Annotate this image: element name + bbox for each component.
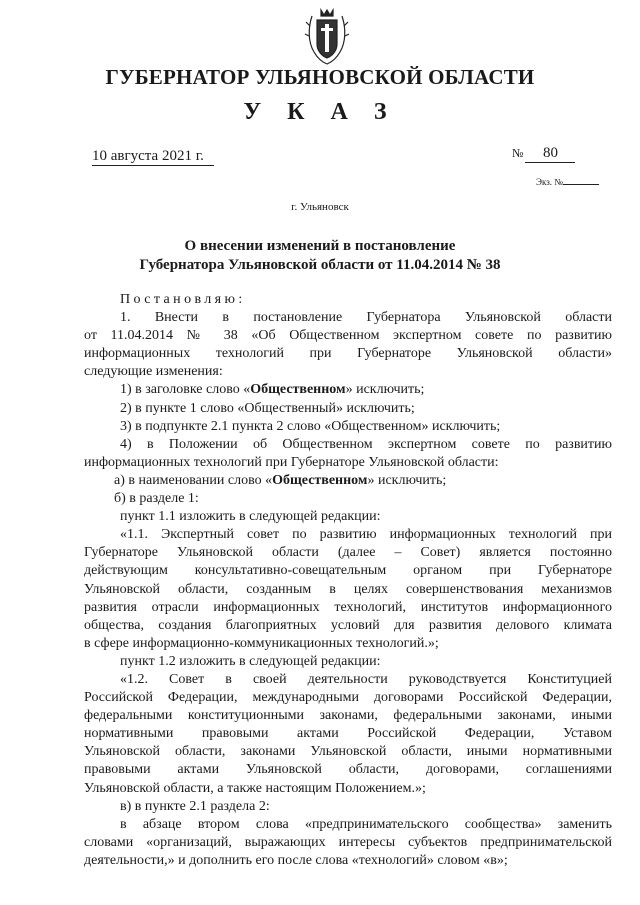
subject-line-2: Губернатора Ульяновской области от 11.04.2014 № 38: [139, 257, 501, 273]
text-line: 1. Внести в постановление Губернатора Ульяновской области: [120, 310, 612, 326]
text-segment: а) в наименовании слово «: [114, 472, 273, 488]
text-line: 3) в подпункте 2.1 пункта 2 слово «Общественном» исключить;: [120, 418, 501, 434]
text-segment: » исключить;: [345, 382, 425, 398]
subject-line-1: О внесении изменений в постановление: [184, 238, 456, 254]
text-line: Российской Федерации, международными договорами Российской Федерации,: [84, 690, 612, 706]
text-line: Ульяновской области, а также настоящим Положением.»;: [84, 780, 426, 796]
text-line: Ульяновской области, законами Ульяновской области, иными нормативными: [84, 744, 612, 760]
text-line: федеральными конституционными законами, федеральными законами, иными: [84, 708, 612, 724]
text-line: в сфере информационно-коммуникационных технологий.»;: [84, 635, 439, 651]
bold-word: Общественном: [250, 382, 346, 398]
text-line: пункт 1.2 изложить в следующей редакции:: [120, 653, 381, 669]
text-line: от 11.04.2014 № 38 «Об Общественном экспертном совете по развитию: [84, 328, 612, 344]
text-line: [84, 472, 612, 490]
text-line: деятельности,» и дополнить его после слова «технологий» словом «в»;: [84, 852, 508, 868]
text-line: информационных технологий при Губернаторе Ульяновской области:: [84, 454, 499, 470]
text-line: Ульяновской области, созданным в целях совершенствования механизмов: [84, 581, 612, 597]
decree-body: [84, 291, 612, 870]
decree-word: Постановляю:: [120, 292, 246, 307]
text-line: пункт 1.1 изложить в следующей редакции:: [120, 509, 381, 525]
coat-of-arms-icon: [302, 6, 352, 66]
copy-number: [536, 176, 599, 188]
decree-subject: [90, 237, 550, 275]
text-line: [84, 381, 612, 399]
text-line: правовыми актами Ульяновской области, договорами, соглашениями: [84, 762, 612, 778]
text-line: «1.1. Экспертный совет по развитию информационных технологий при: [120, 527, 612, 543]
decree-number: [512, 144, 575, 163]
document-type: У К А З: [243, 99, 397, 125]
number-value: 80: [525, 144, 575, 163]
text-line: в) в пункте 2.1 раздела 2:: [120, 798, 270, 814]
text-line: нормативными правовыми актами Российской Федерации, Уставом: [84, 726, 612, 742]
copy-label: Экз. №: [536, 177, 563, 187]
text-line: в абзаце втором слова «предпринимательского сообщества» заменить: [120, 816, 612, 832]
text-segment: » исключить;: [367, 472, 447, 488]
text-line: б) в разделе 1:: [114, 491, 199, 507]
text-line: развития отрасли информационных технологий, институтов информационного: [84, 599, 612, 615]
text-line: словами «организаций, выражающих интересы субъектов предпринимательской: [84, 834, 612, 850]
text-line: следующие изменения:: [84, 364, 223, 380]
number-label: №: [512, 146, 524, 160]
text-line: 4) в Положении об Общественном экспертном совете по развитию: [120, 436, 612, 452]
copy-blank: [563, 184, 599, 185]
text-line: действующим консультативно-совещательным органом при Губернаторе: [84, 563, 612, 579]
issuer-title: ГУБЕРНАТОР УЛЬЯНОВСКОЙ ОБЛАСТИ: [105, 65, 535, 89]
text-segment: 1) в заголовке слово «: [120, 382, 251, 398]
city: г. Ульяновск: [291, 201, 349, 213]
text-line: «1.2. Совет в своей деятельности руководствуется Конституцией: [120, 671, 612, 687]
bold-word: Общественном: [272, 472, 368, 488]
text-line: 2) в пункте 1 слово «Общественный» исключить;: [120, 400, 415, 416]
text-line: общества, создания благоприятных условий для развития делового климата: [84, 617, 612, 633]
decree-date: 10 августа 2021 г.: [92, 147, 214, 166]
text-line: информационных технологий при Губернаторе Ульяновской области»: [84, 346, 612, 362]
text-line: Губернаторе Ульяновской области (далее – Совет) является постоянно: [84, 545, 612, 561]
